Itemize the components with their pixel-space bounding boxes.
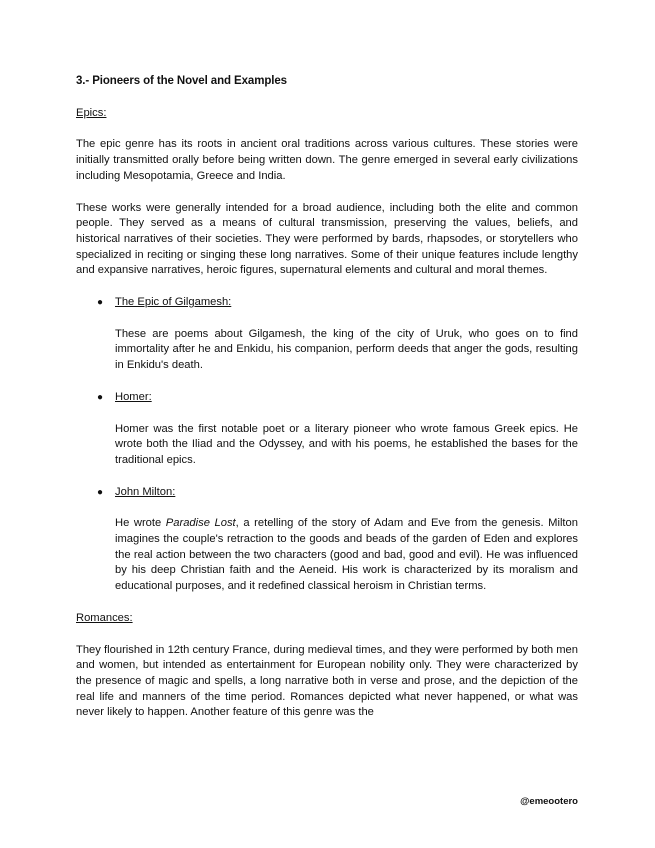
romances-paragraph: They flourished in 12th century France, during medieval times, and they were performed by both men and women, but intended as entertainment for European nobility only. They were characterized by the presence of magic and spells, a long narrative both in verse and prose, and the depiction of the real life and manners of the time period. Romances depicted what never happened, or what was never likely to happen. Another feature of this genre was the xyxy=(76,643,578,719)
list-item-homer xyxy=(76,390,578,469)
list-item-gilgamesh xyxy=(76,295,578,374)
section-heading-epics: Epics: xyxy=(76,106,107,119)
bullet-icon: ● xyxy=(97,391,104,403)
text-segment: , a retelling of the story of Adam and Eve from the genesis. Milton imagines the couple's retraction to the goods and beads of the garden of Eden and explores the real action between the two characters (good and bad, good and evil). He was influenced by his deep Christian faith and the Aeneid. His work is characterized by its moralism and educational purposes, and it redefined classical heroism in Christian terms. xyxy=(115,517,578,593)
list-item-text xyxy=(115,516,578,595)
text-segment: He wrote xyxy=(115,517,166,530)
page-title: 3.- Pioneers of the Novel and Examples xyxy=(76,75,287,87)
bullet-icon: ● xyxy=(97,297,104,309)
author-handle: @emeootero xyxy=(520,796,578,807)
epics-paragraph-2: These works were generally intended for a broad audience, including both the elite and common people. They served as a means of cultural transmission, preserving the values, beliefs, and historical narratives of their societies. They were performed by bards, rhapsodes, or storytellers who specialized in reciting or singing these long narratives. Some of their unique features include lengthy and expansive narratives, heroic figures, supernatural elements and cultural and moral themes. xyxy=(76,201,578,277)
list-item-text: Homer was the first notable poet or a literary pioneer who wrote famous Greek epics. He wrote both the Iliad and the Odyssey, and with his poems, he established the bases for the traditional epics. xyxy=(115,422,578,466)
document-content xyxy=(76,74,578,737)
list-item-text: These are poems about Gilgamesh, the king of the city of Uruk, who goes on to find immortality after he and Enkidu, his companion, perform deeds that anger the gods, resulting in Enkidu's death. xyxy=(115,327,578,372)
section-heading-romances: Romances: xyxy=(76,611,133,624)
epics-paragraph-1: The epic genre has its roots in ancient oral traditions across various cultures. These stories were initially transmitted orally before being written down. The genre emerged in several early civilizations including Mesopotamia, Greece and India. xyxy=(76,138,578,182)
book-title-italic: Paradise Lost xyxy=(165,517,236,530)
list-item-milton xyxy=(76,485,578,595)
bullet-icon: ● xyxy=(97,486,104,498)
epics-list xyxy=(76,295,578,595)
list-item-label: The Epic of Gilgamesh: xyxy=(115,296,232,309)
list-item-label: Homer: xyxy=(115,390,152,403)
list-item-label: John Milton: xyxy=(115,485,176,498)
